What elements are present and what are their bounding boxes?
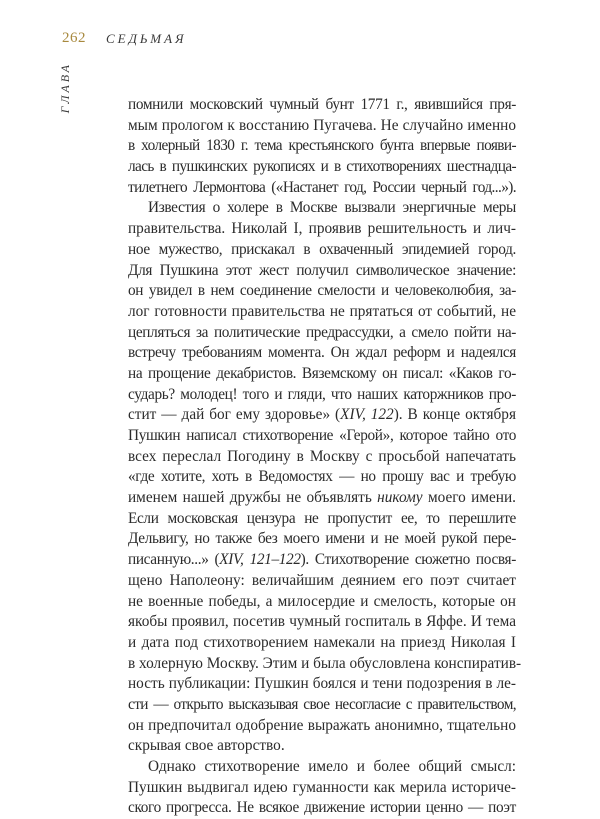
text-line <box>128 488 516 509</box>
text-fragment: моего имени. <box>422 489 516 507</box>
text-line: Дельвигу, но также без моего имени и не моей рукой пере- <box>128 530 516 548</box>
text-line: сти — открыто высказывая свое несогласие с правительством, <box>128 695 516 713</box>
text-line <box>128 405 516 426</box>
page-number: 262 <box>62 30 86 46</box>
text-line: Для Пушкина этот жест получил символическое значение: <box>128 261 516 279</box>
text-line: в холерную Москву. Этим и была обусловлена конспиратив- <box>128 654 522 672</box>
text-line: Известия о холере в Москве вызвали энергичные меры <box>148 199 516 217</box>
text-line: лась в пушкинских рукописях и в стихотворениях шестнадца- <box>128 158 516 176</box>
text-line: помнили московский чумный бунт 1771 г., явившийся пря- <box>128 96 516 113</box>
chapter-side-label: ГЛАВА <box>58 62 72 114</box>
text-line: ность публикации: Пушкин боялся и тени подозрения в ле- <box>128 675 516 693</box>
text-line: в холерный 1830 г. тема крестьянского бунта впервые появи- <box>128 137 516 155</box>
text-line: тилетнего Лермонтова («Настанет год, России черный год...»). <box>128 178 516 196</box>
text-line: лог готовности правительства не прятаться от событий, не <box>128 302 516 320</box>
text-line <box>128 550 516 571</box>
text-line: всех переслал Погодину в Москву с просьбой напечатать <box>128 447 516 465</box>
text-line: «где хотите, хоть в Ведомостях — но прошу вас и требую <box>128 468 516 486</box>
text-line: ского прогресса. Не всякое движение истории ценно — поэт <box>128 799 516 817</box>
text-line: не военные победы, а милосердие и смелость, которые он <box>128 592 516 610</box>
text-line: правительства. Николай I, проявив решительность и лич- <box>128 220 516 238</box>
text-line: он увидел в нем соединение смелости и человеколюбия, за- <box>128 282 516 300</box>
citation-reference: XIV, 122 <box>340 406 394 424</box>
text-line: щено Наполеону: величайшим деянием его поэт считает <box>128 571 516 589</box>
text-fragment: ). Стихотворение сюжетно посвя- <box>300 551 516 569</box>
text-line: и дата под стихотворением намекали на приезд Николая I <box>128 633 516 651</box>
chapter-header: СЕДЬМАЯ <box>106 31 187 46</box>
text-line: Однако стихотворение имело и более общий смысл: <box>148 758 516 775</box>
body-text <box>128 95 522 819</box>
text-line: встречу требованиям момента. Он ждал реформ и надеялся <box>128 344 516 362</box>
text-line: скрывая свое авторство. <box>128 737 285 755</box>
text-fragment: писанную...» ( <box>128 551 220 569</box>
text-fragment: именем нашей дружбы не объявлять <box>128 489 378 507</box>
text-line: мым прологом к восстанию Пугачева. Не случайно именно <box>128 116 516 134</box>
text-fragment: стит — дай бог ему здоровье» ( <box>128 406 341 424</box>
citation-reference: XIV, 121–122 <box>219 551 301 569</box>
text-line: Если московская цензура не пропустит ее, то перешлите <box>128 509 516 527</box>
text-line: на прощение декабристов. Вяземскому он писал: «Каков го- <box>128 364 516 382</box>
text-line: Пушкин написал стихотворение «Герой», которое тайно ото <box>128 427 516 444</box>
text-line: цепляться за политические предрассудки, а смело пойти на- <box>128 323 516 341</box>
emphasis-word: никому <box>377 489 423 507</box>
text-line: ное мужество, прискакал в охваченный эпидемией город. <box>128 240 516 258</box>
text-fragment: ). В конце октября <box>393 406 516 424</box>
text-line: Пушкин выдвигал идею гуманности как мерила историче- <box>128 778 516 796</box>
text-line: он предпочитал одобрение выражать анонимно, тщательно <box>128 716 516 734</box>
text-line: сударь? молодец! того и гляди, что наших каторжников про- <box>128 385 516 403</box>
text-line: якобы проявил, посетив чумный госпиталь в Яффе. И тема <box>128 613 516 631</box>
